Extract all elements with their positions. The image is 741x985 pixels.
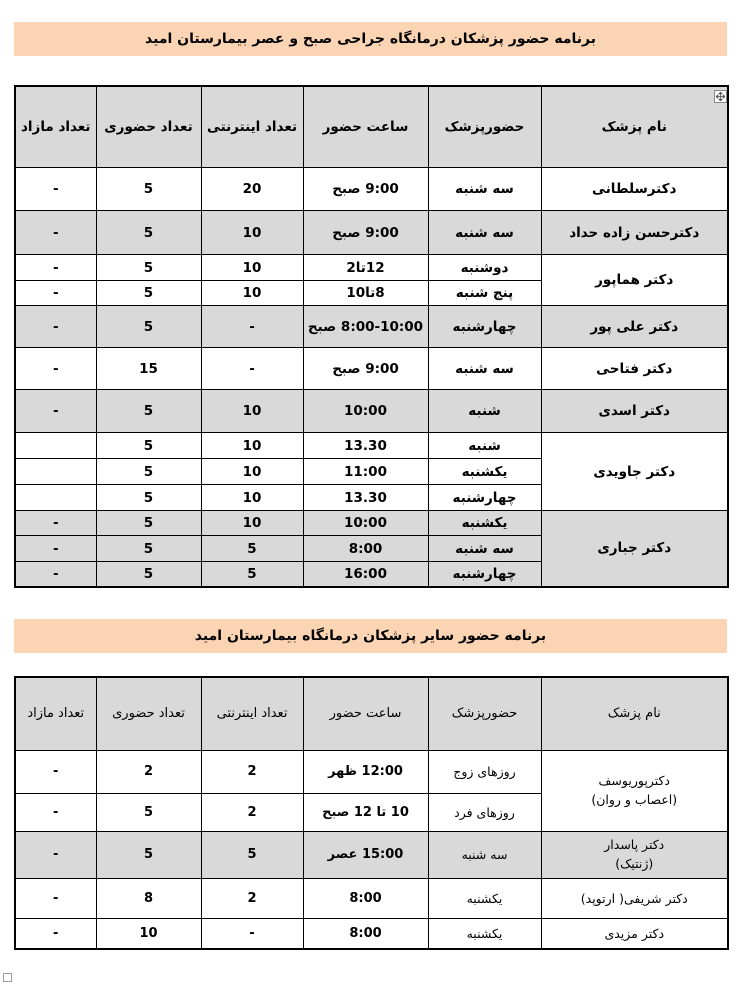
- table-row: [15, 433, 728, 459]
- header-extra-count: تعداد مازاد: [15, 677, 96, 751]
- day-cell: دوشنبه: [428, 255, 541, 281]
- surgery-doctors-schedule-table: [14, 85, 729, 588]
- time-cell: 10:00: [303, 390, 428, 433]
- day-cell: روزهای زوج: [428, 750, 541, 793]
- internet-count-cell: 5: [201, 562, 303, 587]
- banner1-title: برنامه حضور پزشکان درمانگاه جراحی صبح و عصر بیمارستان امید: [145, 31, 596, 47]
- time-cell: 8تا10: [303, 281, 428, 306]
- table-row: [15, 168, 728, 211]
- table-move-handle[interactable]: [714, 90, 727, 103]
- header-internet-count: تعداد اینترنتی: [201, 677, 303, 751]
- inperson-count-cell: 10: [96, 918, 201, 949]
- extra-count-cell: -: [15, 536, 96, 562]
- extra-count-cell: -: [15, 211, 96, 255]
- inperson-count-cell: 5: [96, 511, 201, 536]
- internet-count-cell: 10: [201, 255, 303, 281]
- extra-count-cell: -: [15, 793, 96, 831]
- header-internet-count: تعداد اینترنتی: [201, 86, 303, 168]
- internet-count-cell: 10: [201, 459, 303, 485]
- header-day: حضورپزشک: [428, 86, 541, 168]
- day-cell: چهارشنبه: [428, 306, 541, 348]
- inperson-count-cell: 5: [96, 390, 201, 433]
- inperson-count-cell: 5: [96, 255, 201, 281]
- doctor-name-cell: دکتر جاویدی: [541, 433, 728, 511]
- day-cell: چهارشنبه: [428, 485, 541, 511]
- table-row: [15, 390, 728, 433]
- inperson-count-cell: 5: [96, 459, 201, 485]
- day-cell: سه شنبه: [428, 348, 541, 390]
- table-row: [15, 831, 728, 878]
- time-cell: 9:00 صبح: [303, 168, 428, 211]
- header-time: ساعت حضور: [303, 86, 428, 168]
- table2-header-row: [15, 677, 728, 751]
- header-inperson-count: تعداد حضوری: [96, 86, 201, 168]
- banner2-title: برنامه حضور سایر پزشکان درمانگاه بیمارستان امید: [194, 627, 547, 644]
- time-cell: 8:00-10:00 صبح: [303, 306, 428, 348]
- time-cell: 10 تا 12 صبح: [303, 793, 428, 831]
- table-resize-handle[interactable]: [3, 973, 12, 982]
- extra-count-cell: -: [15, 511, 96, 536]
- doctor-name-cell: دکترحسن زاده حداد: [541, 211, 728, 255]
- inperson-count-cell: 5: [96, 831, 201, 878]
- internet-count-cell: -: [201, 348, 303, 390]
- extra-count-cell: -: [15, 831, 96, 878]
- time-cell: 13.30: [303, 433, 428, 459]
- day-cell: شنبه: [428, 433, 541, 459]
- doctor-name-cell: دکتر فتاحی: [541, 348, 728, 390]
- internet-count-cell: 10: [201, 211, 303, 255]
- time-cell: 15:00 عصر: [303, 831, 428, 878]
- header-extra-count: تعداد مازاد: [15, 86, 96, 168]
- inperson-count-cell: 5: [96, 211, 201, 255]
- internet-count-cell: 2: [201, 750, 303, 793]
- doctor-name-cell: دکتر شریفی( ارتوپد): [541, 878, 728, 918]
- internet-count-cell: -: [201, 306, 303, 348]
- day-cell: سه شنبه: [428, 211, 541, 255]
- doctor-name-cell: دکتر مزیدی: [541, 918, 728, 949]
- time-cell: 8:00: [303, 536, 428, 562]
- internet-count-cell: 10: [201, 485, 303, 511]
- internet-count-cell: 2: [201, 793, 303, 831]
- internet-count-cell: 10: [201, 281, 303, 306]
- extra-count-cell: [15, 485, 96, 511]
- inperson-count-cell: 8: [96, 878, 201, 918]
- inperson-count-cell: 2: [96, 750, 201, 793]
- doctor-name-cell: دکتر هماپور: [541, 255, 728, 306]
- day-cell: چهارشنبه: [428, 562, 541, 587]
- internet-count-cell: 5: [201, 831, 303, 878]
- day-cell: سه شنبه: [428, 168, 541, 211]
- internet-count-cell: 10: [201, 511, 303, 536]
- doctor-name-line1: دکترپوریوسف: [598, 772, 670, 788]
- doctor-name-cell: دکتر جباری: [541, 511, 728, 587]
- inperson-count-cell: 5: [96, 793, 201, 831]
- time-cell: 10:00: [303, 511, 428, 536]
- inperson-count-cell: 5: [96, 536, 201, 562]
- time-cell: 9:00 صبح: [303, 211, 428, 255]
- doctor-name-line1: دکتر پاسدار: [604, 836, 665, 852]
- doctor-name-line2: (اعصاب و روان): [591, 791, 678, 807]
- other-doctors-schedule-table: [14, 676, 729, 951]
- extra-count-cell: -: [15, 750, 96, 793]
- time-cell: 12:00 ظهر: [303, 750, 428, 793]
- inperson-count-cell: 5: [96, 485, 201, 511]
- day-cell: یکشنبه: [428, 459, 541, 485]
- doctor-name-cell: دکترسلطانی: [541, 168, 728, 211]
- inperson-count-cell: 5: [96, 562, 201, 587]
- doctor-name-line2: (ژنتیک): [615, 855, 654, 871]
- extra-count-cell: -: [15, 281, 96, 306]
- day-cell: یکشنبه: [428, 511, 541, 536]
- header-time: ساعت حضور: [303, 677, 428, 751]
- table1-header-row: [15, 86, 728, 168]
- inperson-count-cell: 5: [96, 433, 201, 459]
- day-cell: پنج شنبه: [428, 281, 541, 306]
- day-cell: سه شنبه: [428, 536, 541, 562]
- extra-count-cell: -: [15, 918, 96, 949]
- table-move-cross-icon: [716, 92, 725, 101]
- inperson-count-cell: 15: [96, 348, 201, 390]
- inperson-count-cell: 5: [96, 168, 201, 211]
- doctor-name-cell: دکتر علی پور: [541, 306, 728, 348]
- day-cell: سه شنبه: [428, 831, 541, 878]
- day-cell: روزهای فرد: [428, 793, 541, 831]
- extra-count-cell: -: [15, 168, 96, 211]
- header-inperson-count: تعداد حضوری: [96, 677, 201, 751]
- table-row: [15, 348, 728, 390]
- header-doctor-name: نام پزشک: [541, 677, 728, 751]
- day-cell: شنبه: [428, 390, 541, 433]
- header-doctor-name: نام پزشک: [541, 86, 728, 168]
- time-cell: 11:00: [303, 459, 428, 485]
- time-cell: 8:00: [303, 918, 428, 949]
- extra-count-cell: -: [15, 390, 96, 433]
- doctor-name-cell: دکتر اسدی: [541, 390, 728, 433]
- extra-count-cell: -: [15, 878, 96, 918]
- table-row: [15, 306, 728, 348]
- internet-count-cell: -: [201, 918, 303, 949]
- internet-count-cell: 10: [201, 433, 303, 459]
- extra-count-cell: [15, 433, 96, 459]
- internet-count-cell: 10: [201, 390, 303, 433]
- extra-count-cell: [15, 459, 96, 485]
- doctor-name-cell: [541, 831, 728, 878]
- table-row: [15, 878, 728, 918]
- header-day: حضورپزشک: [428, 677, 541, 751]
- table-row: [15, 211, 728, 255]
- day-cell: یکشنبه: [428, 878, 541, 918]
- extra-count-cell: -: [15, 348, 96, 390]
- doctor-name-cell: [541, 750, 728, 831]
- internet-count-cell: 20: [201, 168, 303, 211]
- time-cell: 13.30: [303, 485, 428, 511]
- day-cell: یکشنبه: [428, 918, 541, 949]
- inperson-count-cell: 5: [96, 281, 201, 306]
- table-row: [15, 511, 728, 536]
- inperson-count-cell: 5: [96, 306, 201, 348]
- time-cell: 9:00 صبح: [303, 348, 428, 390]
- extra-count-cell: -: [15, 306, 96, 348]
- table-row: [15, 918, 728, 949]
- table-row: [15, 750, 728, 793]
- extra-count-cell: -: [15, 562, 96, 587]
- internet-count-cell: 5: [201, 536, 303, 562]
- time-cell: 16:00: [303, 562, 428, 587]
- time-cell: 8:00: [303, 878, 428, 918]
- extra-count-cell: -: [15, 255, 96, 281]
- time-cell: 12تا2: [303, 255, 428, 281]
- table-row: [15, 255, 728, 281]
- internet-count-cell: 2: [201, 878, 303, 918]
- other-doctors-title-banner: [14, 619, 727, 653]
- surgery-clinic-title-banner: [14, 22, 727, 56]
